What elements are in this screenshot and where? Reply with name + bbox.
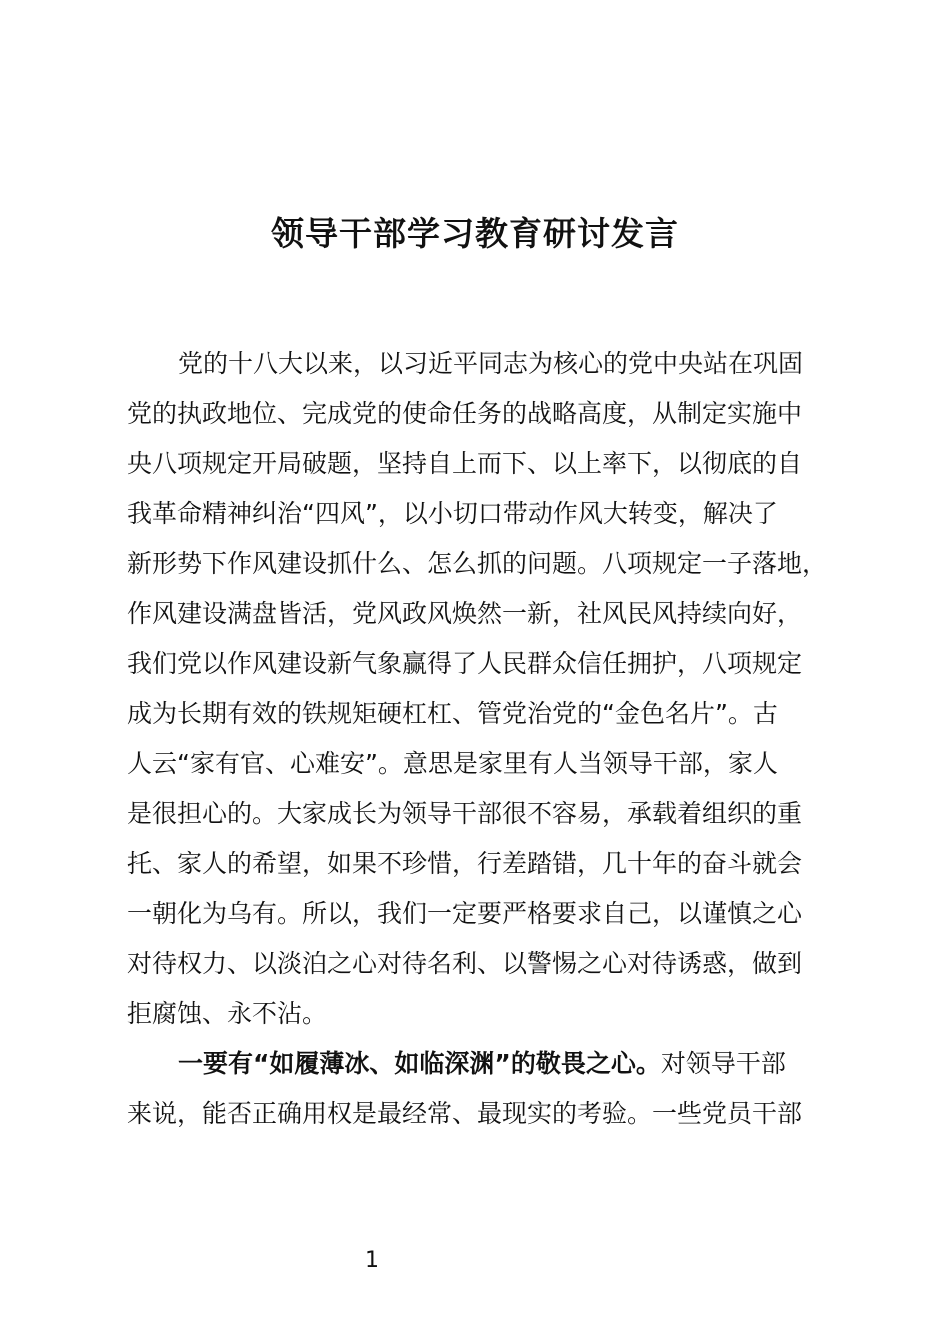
paragraph-line: 对待权力、以淡泊之心对待名利、以警惕之心对待诱惑，做到 <box>127 949 803 978</box>
paragraph-line: 党的执政地位、完成党的使命任务的战略高度，从制定实施中 <box>127 399 803 428</box>
paragraph-line: 我革命精神纠治“四风”，以小切口带动作风大转变，解决了 <box>127 499 778 528</box>
paragraph-line: 我们党以作风建设新气象赢得了人民群众信任拥护，八项规定 <box>127 649 803 678</box>
paragraph-line: 作风建设满盘皆活，党风政风焕然一新，社风民风持续向好， <box>127 599 803 628</box>
paragraph-line: 央八项规定开局破题，坚持自上而下、以上率下，以彻底的自 <box>127 449 803 478</box>
page-number: 1 <box>365 1248 379 1273</box>
paragraph-line <box>178 1046 918 1082</box>
paragraph-line: 成为长期有效的铁规矩硬杠杠、管党治党的“金色名片”。古 <box>127 699 778 728</box>
paragraph-line: 党的十八大以来，以习近平同志为核心的党中央站在巩固 <box>178 349 804 378</box>
paragraph-line: 是很担心的。大家成长为领导干部很不容易，承载着组织的重 <box>127 799 803 828</box>
paragraph-line: 一朝化为乌有。所以，我们一定要严格要求自己，以谨慎之心 <box>127 899 803 928</box>
paragraph-line: 新形势下作风建设抓什么、怎么抓的问题。八项规定一子落地， <box>127 549 828 578</box>
paragraph-heading: 一要有“如履薄冰、如临深渊”的敬畏之心。 <box>178 1049 661 1078</box>
paragraph-line: 人云“家有官、心难安”。意思是家里有人当领导干部，家人 <box>127 749 778 778</box>
paragraph-line: 托、家人的希望，如果不珍惜，行差踏错，几十年的奋斗就会 <box>127 849 803 878</box>
paragraph-line: 拒腐蚀、永不沾。 <box>127 999 328 1028</box>
paragraph-line: 来说，能否正确用权是最经常、最现实的考验。一些党员干部 <box>127 1099 803 1128</box>
document-title: 领导干部学习教育研讨发言 <box>271 214 679 253</box>
paragraph-text: 对领导干部 <box>660 1049 786 1078</box>
